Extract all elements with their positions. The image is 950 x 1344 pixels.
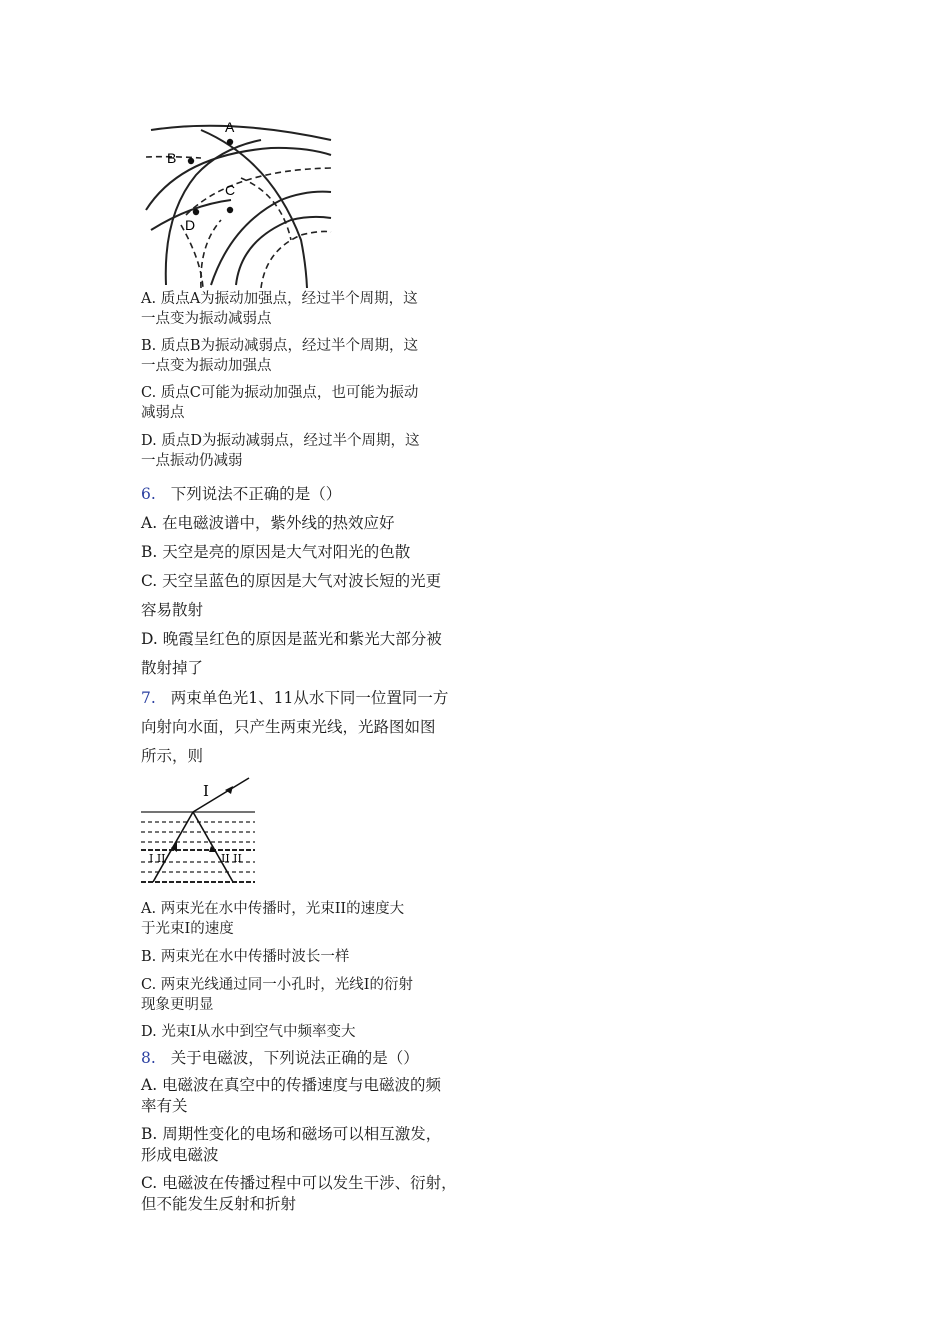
point-b-marker [188,158,194,164]
q6-option-c: C. 天空呈蓝色的原因是大气对波长短的光更 [141,572,442,590]
wave-trough-arc [201,220,221,288]
q7-stem-cont: 向射向水面，只产生两束光线，光路图如图 [141,718,436,736]
point-c-marker [227,207,233,213]
question-text: 下列说法不正确的是（） [170,485,342,503]
option-text-line: B. 质点B为振动减弱点，经过半个周期，这 [141,338,419,354]
q6-option-d: D. 晚霞呈红色的原因是蓝光和紫光大部分被 [141,630,442,648]
wave-trough-arc [181,225,203,288]
q6-option-d-cont: 散射掉了 [141,659,204,677]
point-d-label: D [185,217,196,233]
q5-option-d [141,431,486,471]
wave-trough-arc [186,168,331,215]
option-text-line: 现象更明显 [141,997,214,1013]
option-text-line: 一点变为振动加强点 [141,358,272,374]
question-number: 7. [141,689,156,707]
q7-option-c [141,975,486,1015]
q8-option-a-cont: 率有关 [141,1097,188,1115]
question-text: 两束单色光1、11从水下同一位置同一方 [170,689,449,707]
option-text-line: 减弱点 [141,405,185,421]
q8-option-a: A. 电磁波在真空中的传播速度与电磁波的频 [141,1076,442,1094]
option-text-line: A. 质点A为振动加强点，经过半个周期，这 [141,291,418,307]
q8-option-b-cont: 形成电磁波 [141,1146,219,1164]
ray-label-right: II II [221,852,242,865]
arrow-head [225,786,233,794]
q7-option-d [141,1022,486,1042]
q8-option-c-cont: 但不能发生反射和折射 [141,1195,297,1213]
option-text-line: D. 质点D为振动减弱点，经过半个周期，这 [141,433,420,449]
q6-stem [141,484,486,504]
wave-interference-figure [141,120,333,288]
q8-stem [141,1048,486,1068]
point-c-label: C [225,182,236,198]
option-text-line: C. 两束光线通过同一小孔时，光线I的衍射 [141,977,414,993]
wave-crest-arc [236,217,331,285]
point-a-marker [227,139,233,145]
light-ray-refracted [193,778,249,812]
q7-option-a [141,899,486,939]
option-text-line: A. 两束光在水中传播时，光束II的速度大 [141,901,405,917]
wave-crest-arc [211,192,331,285]
ray-label-top: I [203,782,209,800]
question-number: 6. [141,485,156,503]
option-text-line: 于光束I的速度 [141,921,234,937]
q7-stem [141,688,486,708]
wave-trough-arc [261,231,331,288]
option-text-line: 一点振动仍减弱 [141,453,243,469]
q5-option-c [141,383,486,423]
option-text-line: D. 光束I从水中到空气中频率变大 [141,1024,356,1040]
question-number: 8. [141,1049,156,1067]
q8-option-c: C. 电磁波在传播过程中可以发生干涉、衍射， [141,1174,457,1192]
light-path-figure [141,776,255,886]
wave-crest-arc [201,130,307,288]
ray-label-left: I II [149,852,166,865]
point-a-label: A [225,120,235,135]
q6-option-b: B. 天空是亮的原因是大气对阳光的色散 [141,543,411,561]
point-d-marker [193,209,199,215]
q5-option-b [141,336,486,376]
q8-option-b: B. 周期性变化的电场和磁场可以相互激发， [141,1125,442,1143]
q6-option-a: A. 在电磁波谱中，紫外线的热效应好 [141,514,395,532]
q7-option-b [141,947,486,967]
option-text-line: C. 质点C可能为振动加强点，也可能为振动 [141,385,419,401]
option-text-line: B. 两束光在水中传播时波长一样 [141,949,350,965]
q7-stem-cont: 所示，则 [141,747,204,765]
wave-crest-arc [166,140,261,285]
q6-option-c-cont: 容易散射 [141,601,204,619]
question-text: 关于电磁波，下列说法正确的是（） [170,1049,419,1067]
wave-crest-arc [151,126,331,140]
option-text-line: 一点变为振动减弱点 [141,311,272,327]
point-b-label: B [167,150,177,166]
q5-option-a [141,289,486,329]
